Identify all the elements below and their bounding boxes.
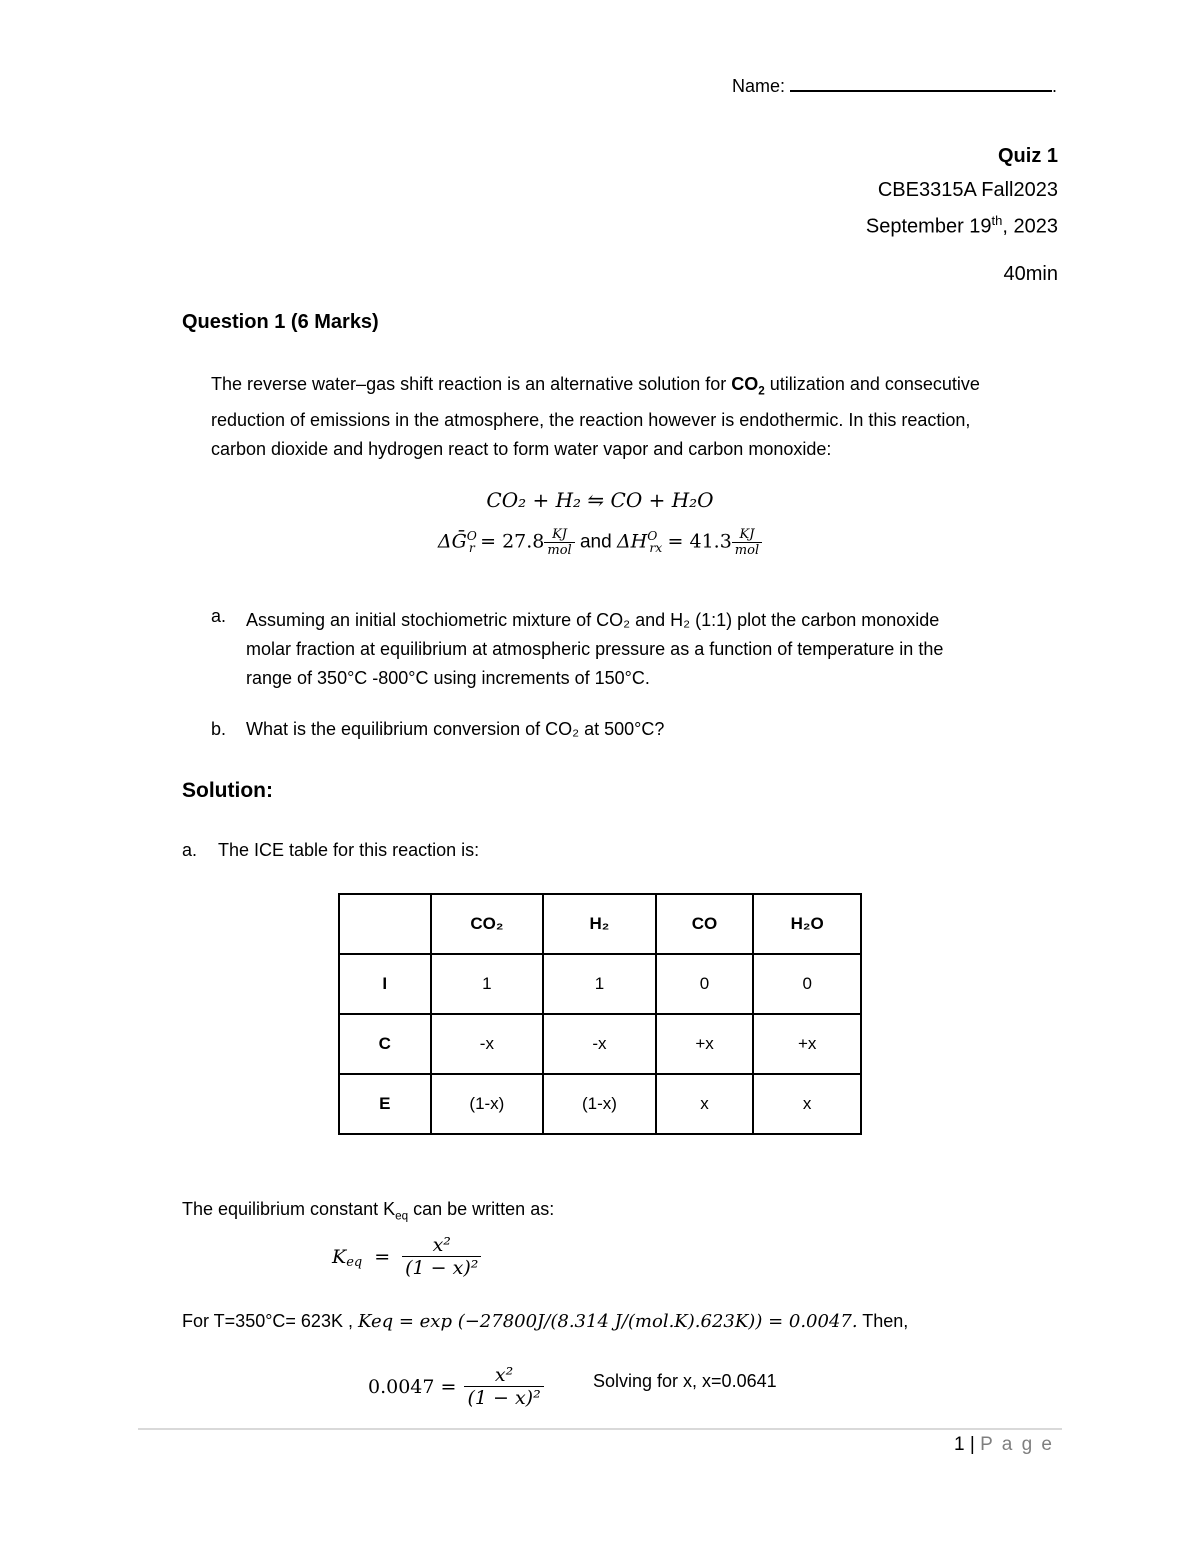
calc-expression: Keq = exp (−27800J/(8.314 J/(mol.K).623K)) = 0.0047. (357, 1311, 858, 1332)
co2-bold: CO (731, 374, 759, 394)
part-a-label: a. (211, 606, 227, 626)
page-separator: | (969, 1434, 975, 1455)
ice-row-label: E (339, 1074, 431, 1134)
part-a-line-1: Assuming an initial stochiometric mixture of CO₂ and H₂ (1:1) plot the carbon monoxide (246, 610, 940, 630)
solve-lhs: 0.0047 = (368, 1375, 457, 1398)
para-line-1 (211, 370, 1071, 406)
keq-symbol-sub: eq (346, 1255, 363, 1270)
and-word: and (579, 531, 612, 553)
ice-cell: 0 (753, 954, 861, 1014)
table-row (339, 954, 861, 1014)
date-year: , 2023 (1002, 215, 1058, 238)
ice-header-cell (339, 894, 431, 954)
dh-sub: rx (649, 541, 663, 556)
part-a-line-2: molar fraction at equilibrium at atmospheric pressure as a function of temperature in the (246, 639, 944, 659)
ice-cell: (1-x) (431, 1074, 544, 1134)
dh-unit-den: mol (732, 542, 762, 558)
dh-sup: O (647, 529, 658, 544)
quiz-duration: 40min (1003, 263, 1058, 285)
keq-symbol: K (332, 1245, 347, 1268)
calc-line (182, 1311, 908, 1332)
ice-cell: 1 (431, 954, 544, 1014)
page-footer (954, 1434, 1054, 1456)
question-title: Question 1 (6 Marks) (182, 311, 379, 333)
solve-formula (368, 1364, 544, 1409)
para-text-a: The reverse water–gas shift reaction is an alternative solution for (211, 374, 732, 394)
dg-symbol: ΔḠ (437, 530, 467, 553)
ice-header-cell: H₂O (753, 894, 861, 954)
dh-unit (732, 527, 762, 558)
ice-cell: -x (543, 1014, 656, 1074)
keq-numerator: x² (432, 1234, 451, 1256)
ice-cell: 0 (656, 954, 754, 1014)
name-blank[interactable] (790, 74, 1052, 92)
footer-divider (138, 1428, 1062, 1430)
ice-table (338, 893, 862, 1135)
keq-equals: = (374, 1245, 391, 1268)
ice-row-label: I (339, 954, 431, 1014)
solve-numerator: x² (494, 1364, 514, 1386)
dg-sub: r (468, 541, 475, 556)
part-a-line-3: range of 350°C -800°C using increments of 150°C. (246, 668, 650, 688)
keq-intro (182, 1199, 554, 1223)
ice-cell: +x (753, 1014, 861, 1074)
page-word: P a g e (980, 1434, 1054, 1455)
keq-intro-sub: eq (395, 1209, 409, 1223)
dh-unit-num: KJ (739, 527, 755, 542)
part-b-text: What is the equilibrium conversion of CO₂ at 500°C? (246, 719, 665, 739)
ice-cell: x (753, 1074, 861, 1134)
quiz-title: Quiz 1 (997, 145, 1058, 167)
keq-intro-tail: can be written as: (408, 1199, 555, 1219)
calc-prefix: For T=350°C= 623K , (182, 1311, 353, 1331)
name-label: Name: (732, 76, 786, 96)
ice-header-cell: CO (656, 894, 754, 954)
thermo-equation (0, 527, 1200, 558)
ice-header-cell: H₂ (543, 894, 656, 954)
ice-header-row (339, 894, 861, 954)
reaction-equation: CO₂ + H₂ ⇋ CO + H₂O (486, 488, 714, 512)
keq-denominator: (1 − x)² (402, 1256, 481, 1279)
page-number: 1 (954, 1434, 965, 1455)
quiz-date (866, 213, 1058, 239)
table-row (339, 1074, 861, 1134)
keq-intro-text: The equilibrium constant K (182, 1199, 396, 1219)
ice-cell: 1 (543, 954, 656, 1014)
name-line (732, 74, 1057, 97)
ice-row-label: C (339, 1014, 431, 1074)
dh-value: = 41.3 (667, 530, 732, 553)
name-end: . (1052, 76, 1058, 96)
ice-cell: (1-x) (543, 1074, 656, 1134)
dg-unit (544, 527, 574, 558)
ice-header-cell: CO₂ (431, 894, 544, 954)
ice-cell: -x (431, 1014, 544, 1074)
date-main: September 19 (865, 215, 992, 238)
para-line-3: carbon dioxide and hydrogen react to form water vapor and carbon monoxide: (211, 438, 832, 459)
dg-sup: O (466, 529, 477, 544)
solution-part-a-label: a. (182, 840, 198, 860)
dg-unit-den: mol (544, 542, 574, 558)
part-a-text (246, 606, 1066, 693)
ice-cell: +x (656, 1014, 754, 1074)
part-b-label: b. (211, 719, 227, 739)
solution-part-a-text: The ICE table for this reaction is: (218, 840, 480, 860)
para-text-d: utilization and consecutive (764, 374, 980, 394)
dg-unit-num: KJ (552, 527, 567, 542)
question-paragraph (211, 370, 1071, 464)
date-sup: th (991, 213, 1003, 228)
solution-title: Solution: (182, 779, 273, 802)
course-code: CBE3315A Fall2023 (877, 179, 1058, 201)
co2-sub: 2 (758, 384, 765, 398)
dg-value: = 27.8 (480, 530, 545, 553)
solve-result: Solving for x, x=0.0641 (593, 1371, 777, 1391)
keq-formula (332, 1234, 481, 1279)
keq-fraction (402, 1234, 481, 1279)
solve-fraction (464, 1364, 543, 1409)
para-line-2: reduction of emissions in the atmosphere, the reaction however is endothermic. In this reaction, (211, 409, 971, 430)
table-row (339, 1014, 861, 1074)
calc-suffix: Then, (862, 1311, 909, 1331)
solve-denominator: (1 − x)² (464, 1386, 543, 1409)
dh-symbol: ΔH (616, 530, 648, 553)
ice-cell: x (656, 1074, 754, 1134)
